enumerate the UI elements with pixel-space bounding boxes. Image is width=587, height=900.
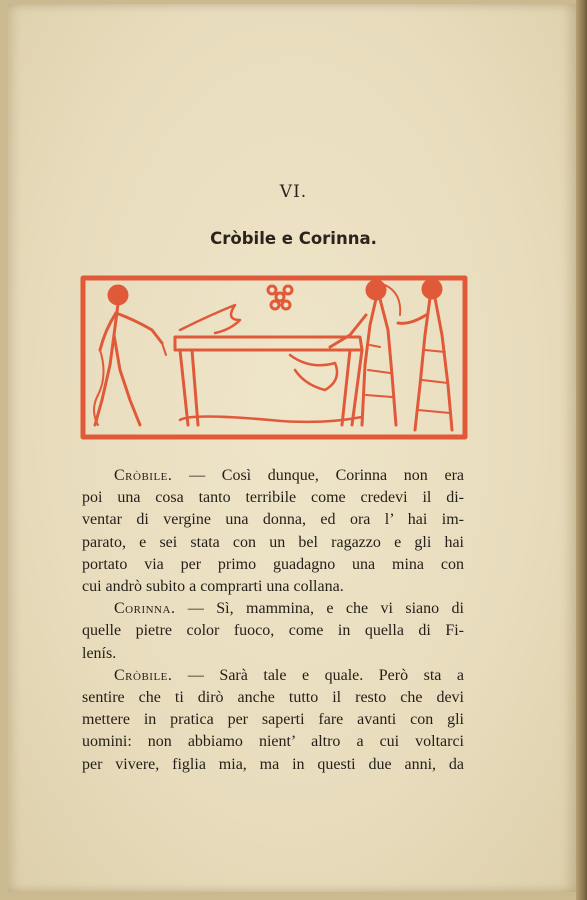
- text-line: — Sarà tale e quale. Però sta a: [187, 666, 464, 684]
- text-line: quelle pietre color fuoco, come in quella di Fi-: [82, 622, 464, 640]
- paragraph-crobile-2: [82, 665, 464, 776]
- text-line: cui andrò subito a comprarti una collana.: [82, 578, 344, 596]
- text-line: portato via per primo guadagno una mina con: [82, 555, 464, 573]
- text-line: sentire che ti dirò anche tutto il resto che devi: [82, 689, 464, 707]
- chapter-title: Cròbile e Corinna.: [210, 229, 377, 248]
- paragraph-crobile-1: [82, 465, 464, 598]
- speaker-name: Cròbile.: [114, 666, 173, 684]
- text-line: — Così dunque, Corinna non era: [189, 467, 465, 484]
- woodcut-illustration: [80, 275, 468, 440]
- text-line: uomini: non abbiamo nient’ altro a cui voltarci: [82, 733, 464, 751]
- text-line: per vivere, figlia mia, ma in questi due anni, da: [82, 755, 464, 773]
- body-text: [82, 465, 464, 776]
- figure-mother: [330, 281, 400, 425]
- text-line: lenís.: [82, 644, 117, 662]
- text-line: poi una cosa tanto terribile come credevi il di-: [82, 489, 464, 507]
- speaker-name: Corinna.: [114, 600, 176, 618]
- text-line: — Sì, mammina, e che vi siano di: [187, 600, 464, 618]
- text-line: ventar di vergine una donna, ed ora l’ hai im-: [82, 511, 464, 529]
- paragraph-corinna: [82, 598, 464, 665]
- text-line: mettere in pratica per saperti fare avanti con gli: [82, 711, 464, 729]
- table-drawing: [175, 305, 362, 425]
- figure-athlete: [94, 286, 166, 425]
- speaker-name: Cròbile.: [114, 467, 173, 484]
- page-edge: [576, 0, 587, 900]
- figure-daughter: [398, 280, 452, 430]
- text-line: parato, e sei stata con un bel ragazzo e gli hai: [82, 533, 464, 551]
- chapter-number: VI.: [279, 182, 308, 202]
- flower-ornament: [268, 286, 292, 309]
